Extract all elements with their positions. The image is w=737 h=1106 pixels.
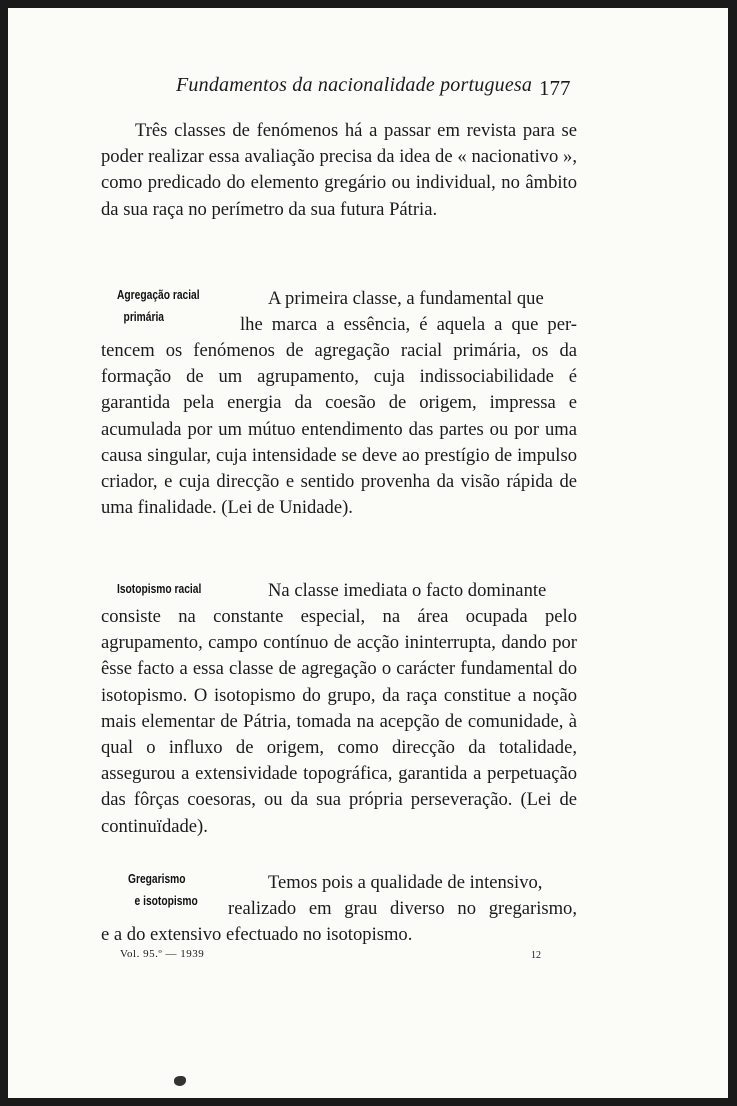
page-header [8,74,728,104]
side-heading-gregarismo [128,868,198,912]
ink-blot [174,1076,186,1086]
side-heading-line: Agregação racial [117,288,200,302]
volume-line: Vol. 95.º — 1939 [120,948,205,960]
document-page [8,8,728,1098]
side-heading-isotopismo [117,578,201,600]
side-heading-line: e isotopismo [134,894,198,908]
intro-text: Três classes de fenómenos há a passar em revista para se poder realizar essa avaliação precisa da idea de « nacionativo », como predicado do elemento gregário ou individual, no âmbito da sua raça no perímetro da sua futura Pátria. [101,120,577,220]
section-body: e a do extensivo efectuado no isotopismo. [101,924,413,945]
intro-paragraph [101,118,577,223]
running-title: Fundamentos da nacionalidade portuguesa [176,74,533,96]
section-body: tencem os fenómenos de agregação racial primária, os da formação de um agrupamento, cuja indissociabilidade é garantida pela energia da coesão de origem, impressa e acumulada por um mútuo entendimento das partes ou por uma causa singular, cuja intensidade se deve ao prestígio de impulso criador, e cuja direcção e sentido provenha da visão rápida de uma finalidade. (Lei de Unidade). [101,340,577,519]
side-heading-line: primária [123,310,165,324]
section-first-line: Temos pois a qualidade de intensivo, [268,872,543,893]
signature-mark: 12 [531,950,541,961]
section-first-line: A primeira classe, a fundamental que [268,288,544,309]
section-first-line: Na classe imediata o facto dominante [268,580,547,601]
side-heading-agregacao [117,284,200,328]
side-heading-line: Isotopismo racial [117,582,202,596]
section-body: consiste na constante especial, na área ocupada pelo agrupamento, campo contínuo de acção ininterrupta, dando por êsse facto a essa classe de agregação o carácter fundamental do isotopismo. O isotopismo do grupo, da raça constitue a noção mais elementar de Pátria, tomada na acepção de comunidade, à qual o influxo de origem, como direcção da totalidade, assegurou a extensividade topográfica, garantida a perpetuação das fôrças coesoras, ou da sua própria perseveração. (Lei de continuïdade). [101,606,577,837]
side-heading-line: Gregarismo [128,872,186,886]
section-second-line: realizado em grau diverso no gregarismo, [228,898,577,919]
page-number: 177 [539,76,571,100]
section-second-line: lhe marca a essência, é aquela a que per- [240,314,577,335]
